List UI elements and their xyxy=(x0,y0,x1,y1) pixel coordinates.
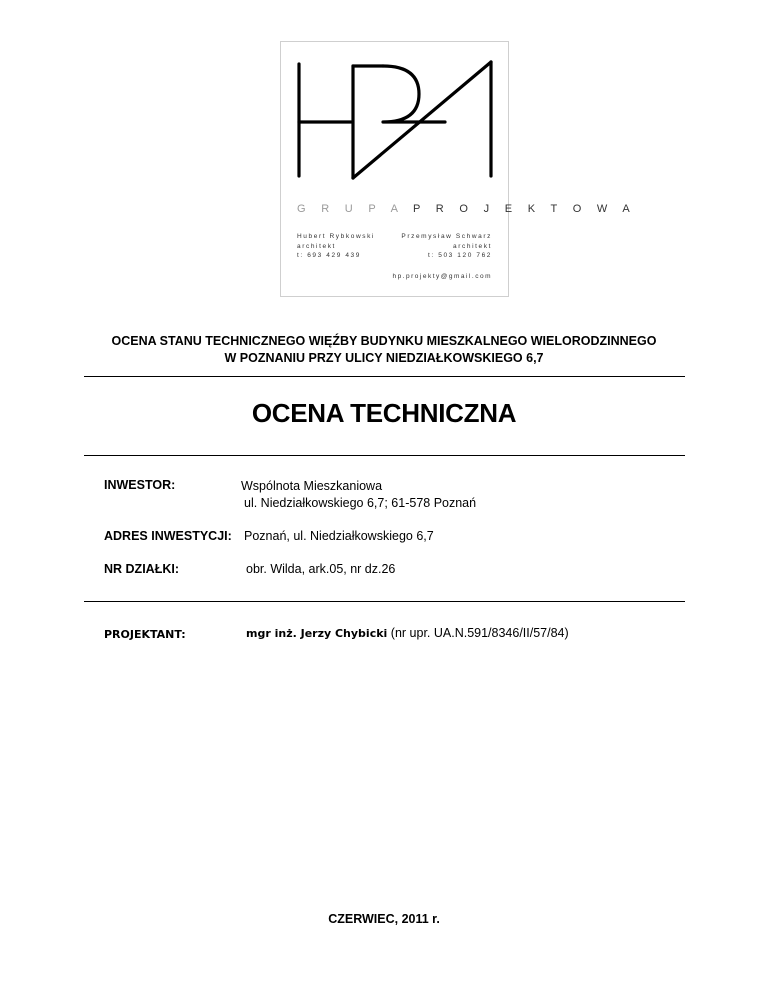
designer-name: mgr inż. Jerzy Chybicki xyxy=(246,627,388,640)
contact-phone: t: 503 120 762 xyxy=(428,252,492,259)
address-label: ADRES INWESTYCJI: xyxy=(104,529,232,543)
investor-label: INWESTOR: xyxy=(104,478,176,492)
address-value: Poznań, ul. Niedziałkowskiego 6,7 xyxy=(244,529,434,543)
plot-label: NR DZIAŁKI: xyxy=(104,562,179,576)
plot-value: obr. Wilda, ark.05, nr dz.26 xyxy=(246,562,396,576)
hpa-logo-mark xyxy=(295,58,495,208)
logo-tagline-grupa: G R U P A xyxy=(297,203,404,215)
divider-bottom xyxy=(84,601,685,602)
divider-middle xyxy=(84,455,685,456)
contact-role: architekt xyxy=(297,242,336,250)
contact-email: hp.projekty@gmail.com xyxy=(392,273,492,280)
contact-przemyslaw xyxy=(401,232,492,261)
document-date: CZERWIEC, 2011 r. xyxy=(328,912,440,926)
page-title: OCENA TECHNICZNA xyxy=(251,398,517,428)
subtitle-line-2: W POZNANIU PRZY ULICY NIEDZIAŁKOWSKIEGO 6,7 xyxy=(224,351,544,365)
subtitle-line-1: OCENA STANU TECHNICZNEGO WIĘŹBY BUDYNKU MIESZKALNEGO WIELORODZINNEGO xyxy=(111,334,657,348)
logo-tagline xyxy=(297,203,636,215)
contact-hubert xyxy=(297,232,375,261)
designer-value xyxy=(246,626,569,640)
investor-name: Wspólnota Mieszkaniowa xyxy=(241,479,383,493)
contact-name: Przemysław Schwarz xyxy=(401,233,492,240)
divider-top xyxy=(84,376,685,377)
investor-address: ul. Niedziałkowskiego 6,7; 61-578 Poznań xyxy=(244,496,477,510)
contact-phone: t: 693 429 439 xyxy=(297,252,361,259)
logo-tagline-projektowa: P R O J E K T O W A xyxy=(403,203,637,215)
document-subtitle xyxy=(84,333,684,367)
designer-license: (nr upr. UA.N.591/8346/II/57/84) xyxy=(387,626,569,640)
designer-label: PROJEKTANT: xyxy=(104,628,186,641)
contact-name: Hubert Rybkowski xyxy=(297,233,375,240)
investor-value xyxy=(241,478,476,512)
contact-role: architekt xyxy=(453,242,492,250)
logo-box xyxy=(280,41,637,297)
